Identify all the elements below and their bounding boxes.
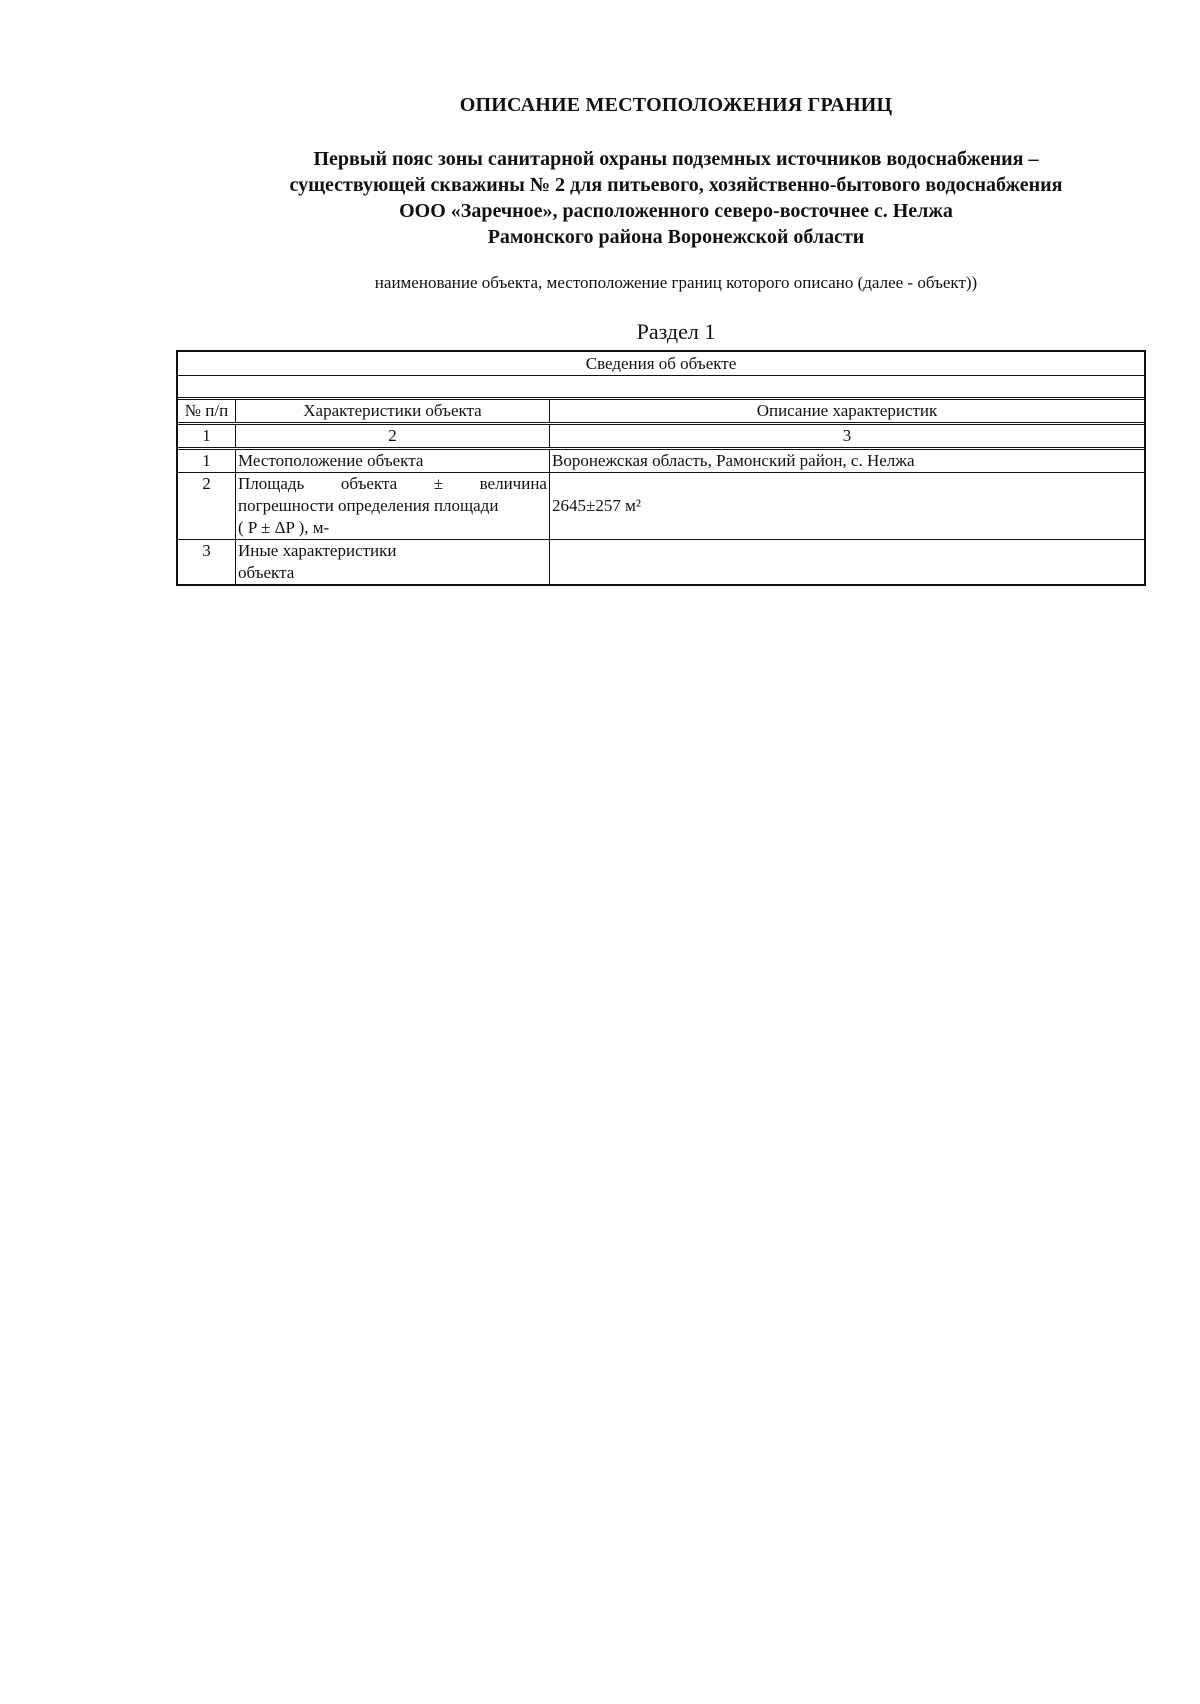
object-name-line: Первый пояс зоны санитарной охраны подземных источников водоснабжения –: [313, 148, 1039, 170]
table-title-row: [178, 352, 1144, 375]
table-row: [178, 472, 1144, 539]
header-description: Описание характеристик: [756, 401, 938, 420]
table-header-row: [178, 397, 1144, 422]
characteristic-line: Иные характеристики: [238, 541, 397, 560]
row-characteristic: [236, 473, 550, 539]
column-number: 1: [178, 425, 236, 447]
table-row: [178, 539, 1144, 584]
table-title: Сведения об объекте: [585, 354, 737, 373]
characteristic-word: ±: [433, 474, 444, 493]
area-value: 2645±257 м²: [552, 496, 641, 515]
column-number: 3: [842, 426, 852, 445]
header-number: № п/п: [178, 400, 236, 422]
characteristic-line: погрешности определения площади: [238, 496, 499, 515]
characteristic-line: ( P ± ΔP ), м-: [238, 518, 330, 537]
row-number: 1: [178, 450, 236, 472]
row-characteristic: Местоположение объекта: [236, 450, 550, 472]
object-info-table: [176, 350, 1146, 586]
table-row: [178, 447, 1144, 472]
object-name-line: ООО «Заречное», расположенного северо-восточнее с. Нелжа: [399, 200, 953, 222]
section-heading: Раздел 1: [636, 319, 716, 344]
characteristic-line: объекта: [238, 563, 295, 582]
object-name: [0, 146, 1200, 250]
row-description: Воронежская область, Рамонский район, с. Нелжа: [552, 451, 915, 470]
row-characteristic: [236, 540, 550, 584]
object-name-line: существующей скважины № 2 для питьевого, хозяйственно-бытового водоснабжения: [289, 174, 1063, 196]
header-characteristic: Характеристики объекта: [236, 400, 550, 422]
row-description: [550, 473, 1144, 539]
column-number-row: [178, 422, 1144, 447]
characteristic-word: величина: [479, 474, 547, 493]
document-title: ОПИСАНИЕ МЕСТОПОЛОЖЕНИЯ ГРАНИЦ: [459, 94, 893, 116]
empty-cell: [178, 376, 1144, 397]
characteristic-word: объекта: [340, 474, 398, 493]
row-number: 2: [178, 473, 236, 539]
column-number: 2: [236, 425, 550, 447]
object-caption: наименование объекта, местоположение границ которого описано (далее - объект)): [374, 273, 978, 292]
table-empty-row: [178, 375, 1144, 397]
characteristic-line: [238, 473, 547, 495]
characteristic-word: Площадь: [238, 474, 305, 493]
row-number: 3: [178, 540, 236, 584]
row-description: [550, 540, 1144, 584]
object-name-line: Рамонского района Воронежской области: [487, 226, 865, 248]
